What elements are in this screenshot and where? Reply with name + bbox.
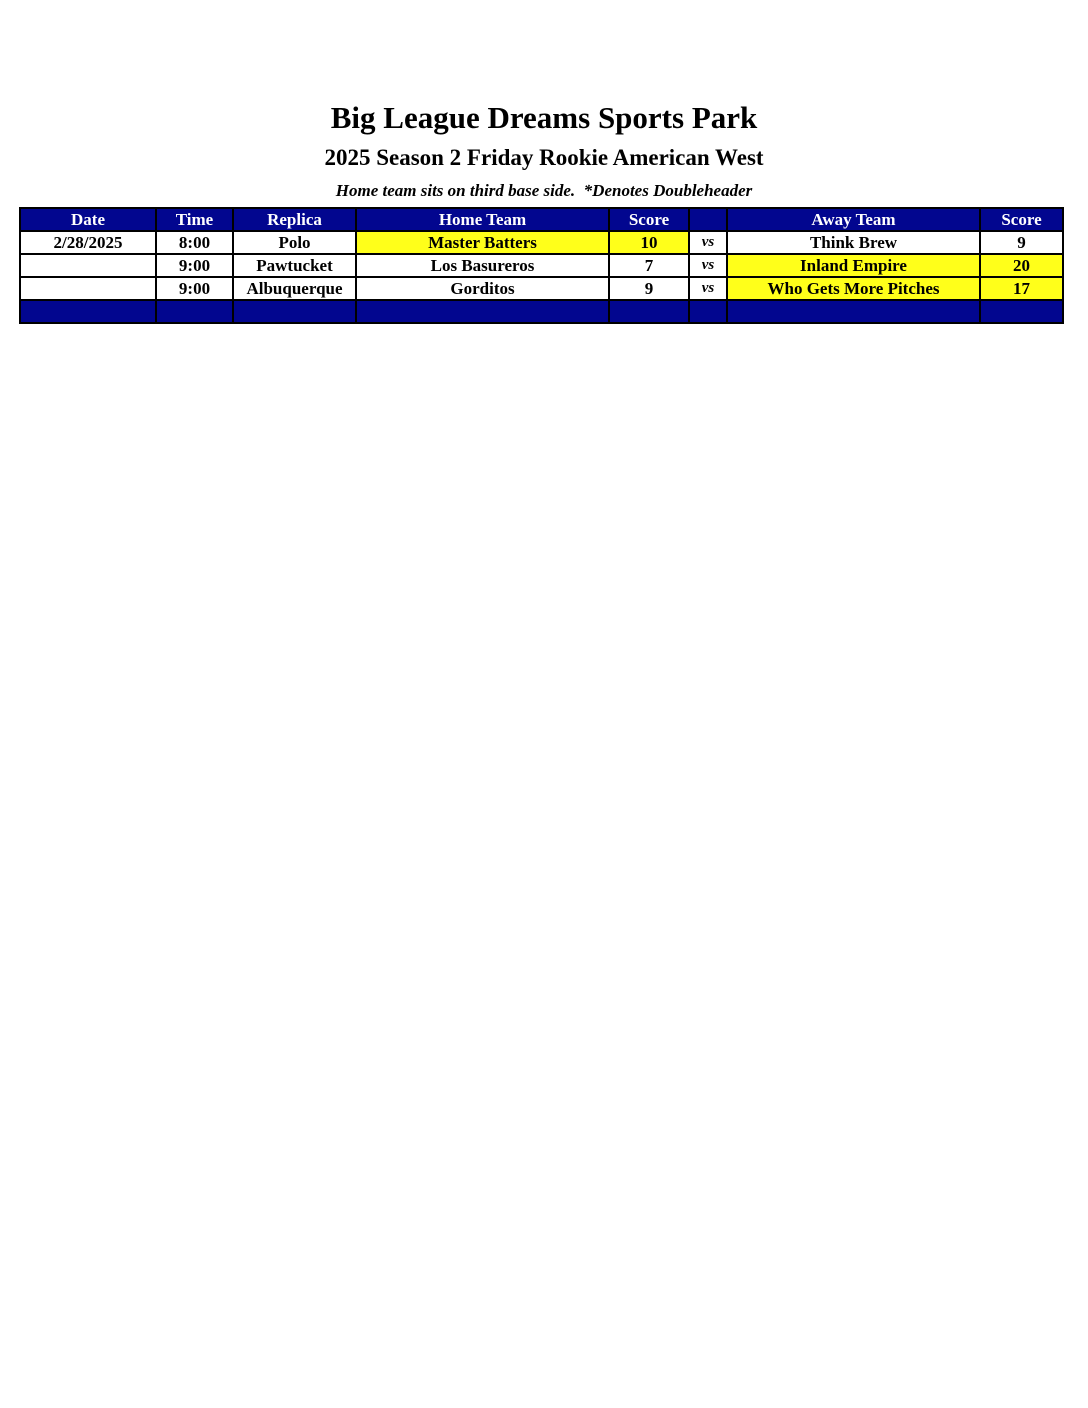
footer-cell: [20, 300, 156, 323]
game-date-cell: [20, 254, 156, 277]
footer-cell: [609, 300, 689, 323]
away-team-cell: Who Gets More Pitches: [727, 277, 980, 300]
game-date-cell: 2/28/2025: [20, 231, 156, 254]
away-score-cell: 20: [980, 254, 1063, 277]
away-score-cell: 17: [980, 277, 1063, 300]
schedule-table: [19, 207, 1064, 324]
column-header-vs: [689, 208, 727, 231]
table-row: [20, 231, 1063, 254]
home-score-cell: 9: [609, 277, 689, 300]
column-header-away-score: Score: [980, 208, 1063, 231]
column-header-date: Date: [20, 208, 156, 231]
away-team-cell: Inland Empire: [727, 254, 980, 277]
home-score-cell: 10: [609, 231, 689, 254]
replica-field-cell: Polo: [233, 231, 356, 254]
footer-cell: [980, 300, 1063, 323]
table-footer-row: [20, 300, 1063, 323]
footer-cell: [156, 300, 233, 323]
doubleheader-note: Home team sits on third base side. *Denotes Doubleheader: [335, 181, 753, 200]
game-time-cell: 8:00: [156, 231, 233, 254]
game-date-cell: [20, 277, 156, 300]
footer-cell: [233, 300, 356, 323]
column-header-replica: Replica: [233, 208, 356, 231]
game-time-cell: 9:00: [156, 277, 233, 300]
column-header-home-team: Home Team: [356, 208, 609, 231]
replica-field-cell: Pawtucket: [233, 254, 356, 277]
vs-cell: vs: [689, 231, 727, 254]
home-team-cell: Master Batters: [356, 231, 609, 254]
footer-cell: [727, 300, 980, 323]
footer-cell: [689, 300, 727, 323]
home-team-cell: Gorditos: [356, 277, 609, 300]
column-header-home-score: Score: [609, 208, 689, 231]
column-header-time: Time: [156, 208, 233, 231]
table-row: [20, 277, 1063, 300]
page-subtitle: 2025 Season 2 Friday Rookie American West: [324, 145, 764, 170]
away-score-cell: 9: [980, 231, 1063, 254]
away-team-cell: Think Brew: [727, 231, 980, 254]
table-row: [20, 254, 1063, 277]
home-team-cell: Los Basureros: [356, 254, 609, 277]
column-header-away-team: Away Team: [727, 208, 980, 231]
page-title: Big League Dreams Sports Park: [330, 100, 758, 135]
table-header-row: [20, 208, 1063, 231]
replica-field-cell: Albuquerque: [233, 277, 356, 300]
home-score-cell: 7: [609, 254, 689, 277]
vs-cell: vs: [689, 254, 727, 277]
vs-cell: vs: [689, 277, 727, 300]
game-time-cell: 9:00: [156, 254, 233, 277]
footer-cell: [356, 300, 609, 323]
